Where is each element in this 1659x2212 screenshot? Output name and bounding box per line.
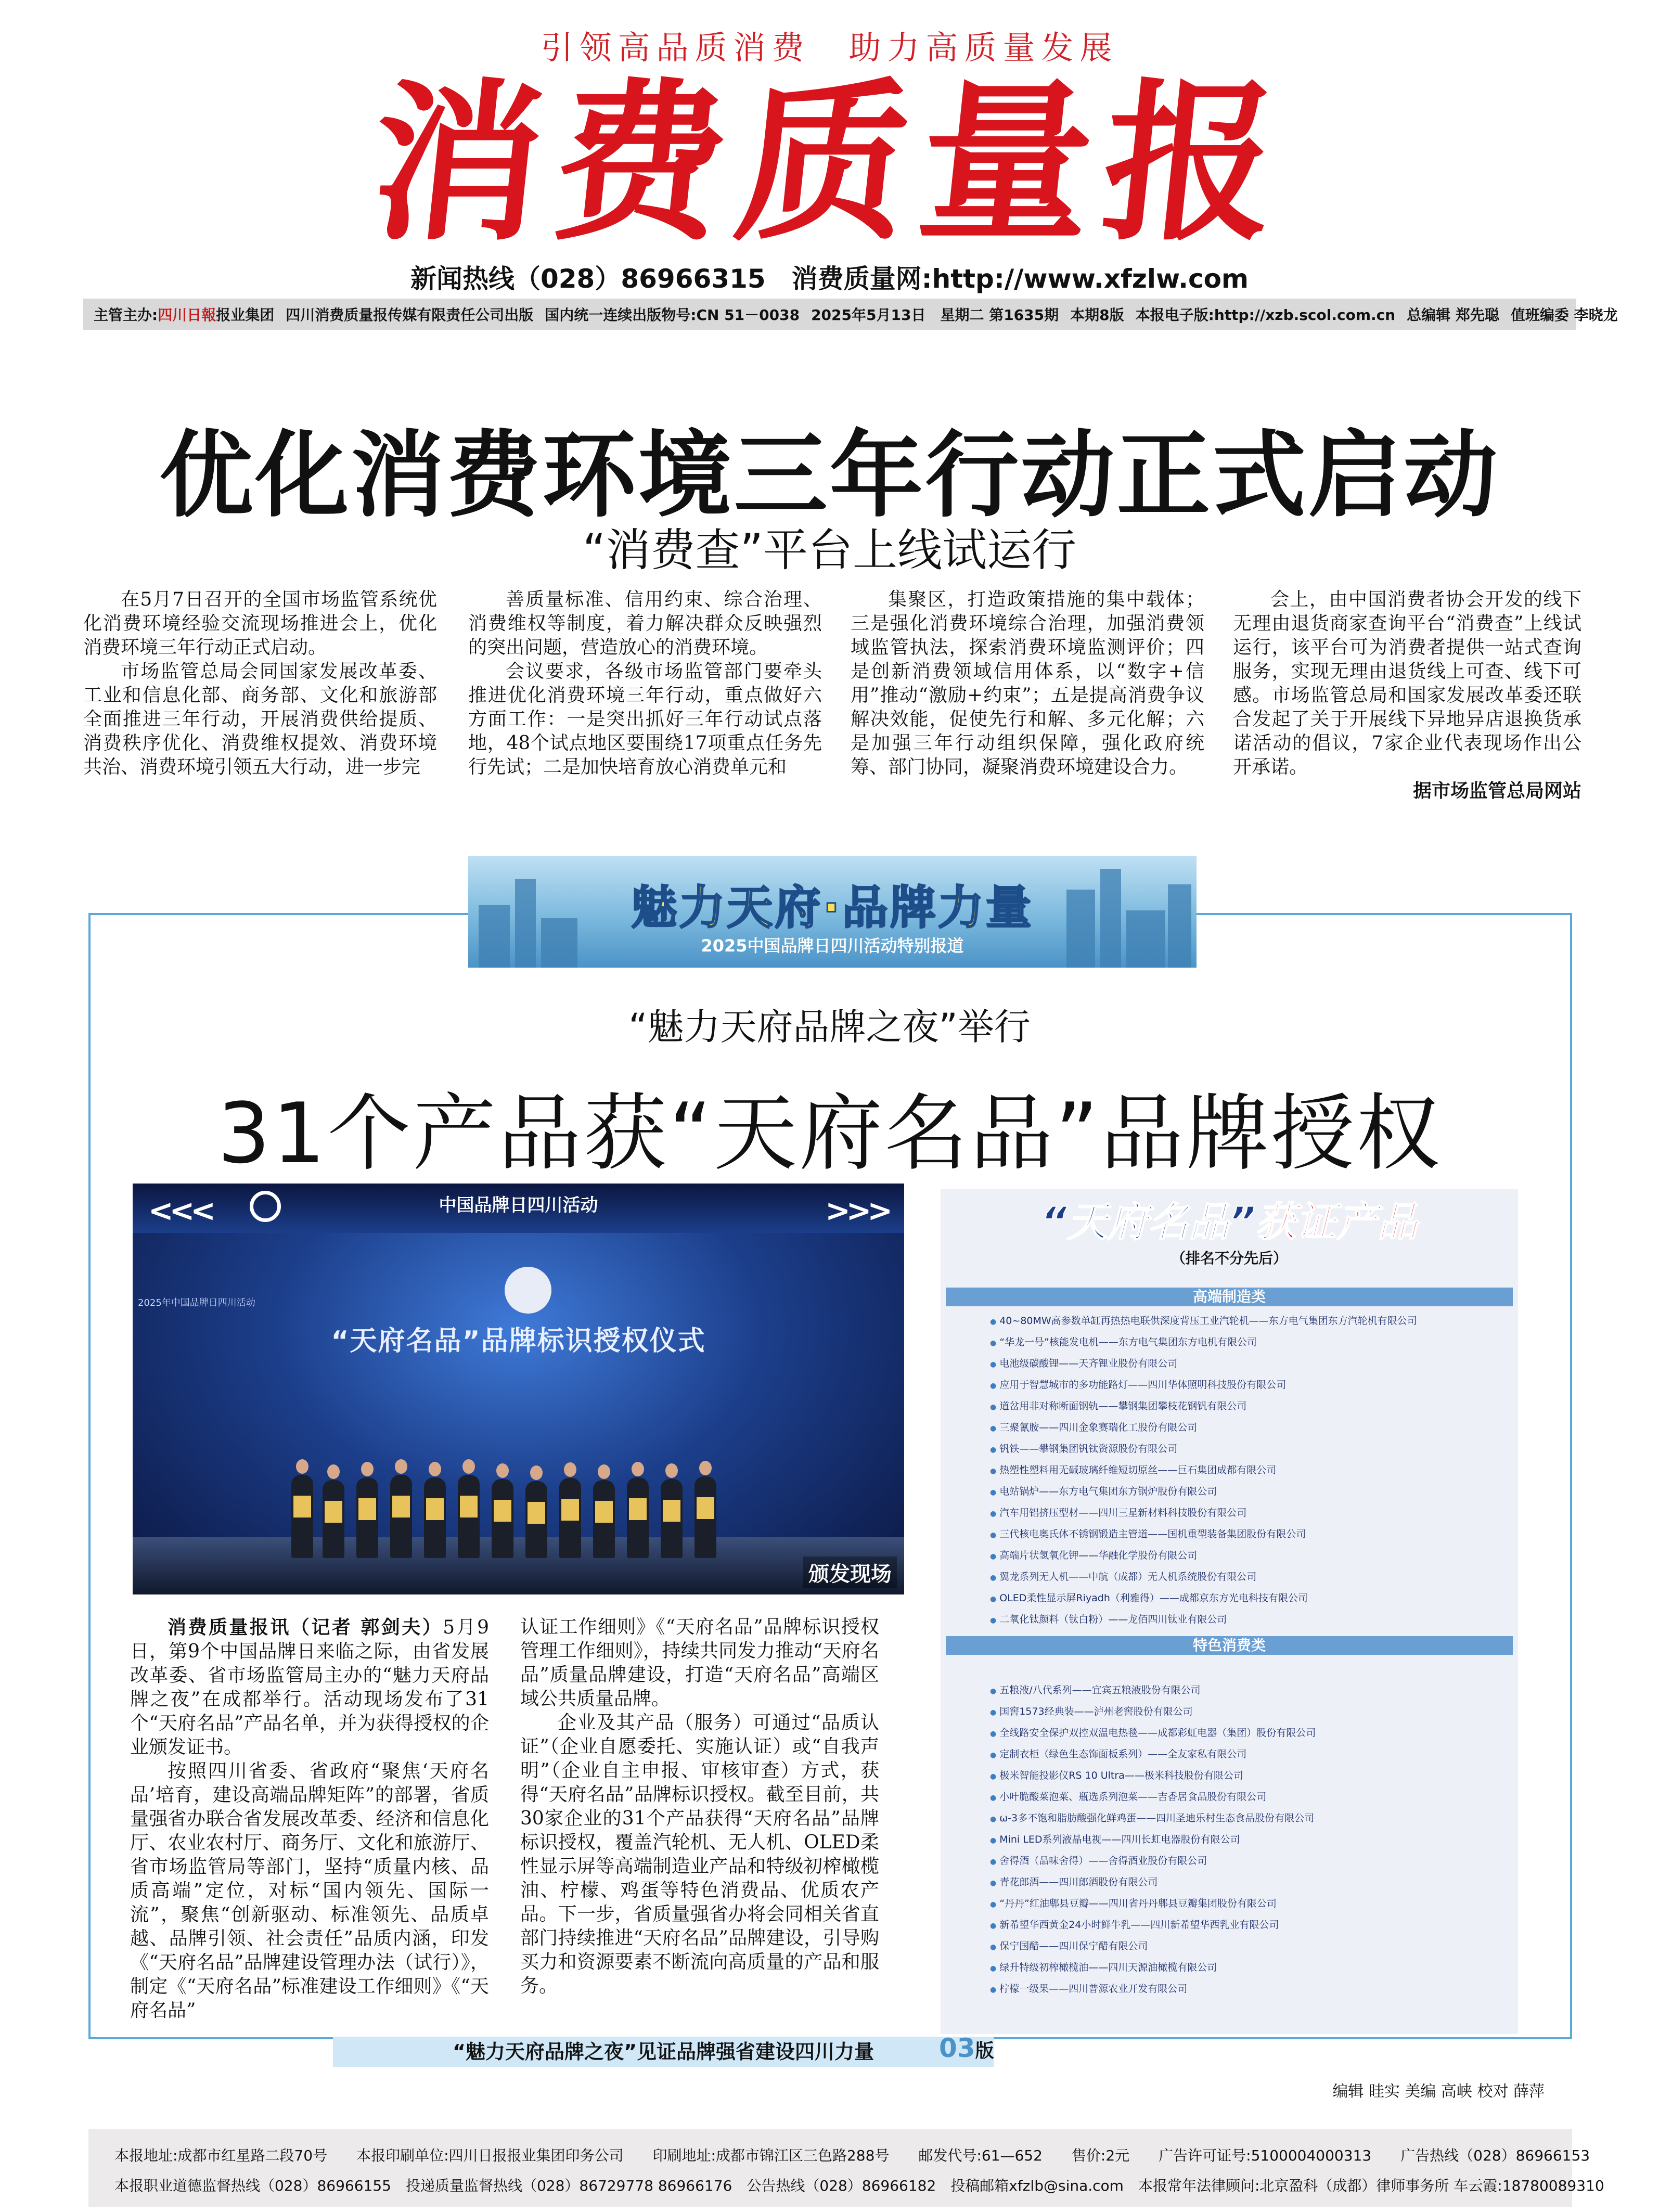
duty-editor: 值班编委 李晓龙 (1510, 306, 1618, 324)
banner-subtitle: 2025中国品牌日四川活动特别报道 (701, 936, 964, 956)
byline: 消费质量报讯（记者 郭剑夫） (168, 1616, 443, 1638)
issue-date: 2025年5月13日 星期二 第1635期 (811, 306, 1059, 324)
banner-title: 魅力天府·品牌力量 (631, 881, 1034, 934)
epaper-link[interactable]: 本报电子版:http://xzb.scol.com.cn (1135, 306, 1396, 324)
list-item: ● 钒铁——攀钢集团钒钛资源股份有限公司 (990, 1439, 1508, 1460)
list-item: ● 保宁国醋——四川保宁醋有限公司 (990, 1936, 1508, 1958)
hotline: 新闻热线（028）86966315 消费质量网:http://www.xfzlw.com (410, 264, 1249, 294)
arrows-right-icon: >>> (825, 1193, 889, 1228)
list-item: ● 翼龙系列无人机——中航（成都）无人机系统股份有限公司 (990, 1567, 1508, 1588)
feature-kicker: “魅力天府品牌之夜”举行 (628, 1006, 1031, 1048)
publisher: 四川消费质量报传媒有限责任公司出版 (286, 306, 534, 324)
list-item: ● 全线路安全保护双控双温电热毯——成都彩虹电器（集团）股份有限公司 (990, 1723, 1508, 1744)
list-item: ● 青花郎酒——四川郎酒股份有限公司 (990, 1872, 1508, 1894)
lead-column-2: 善质量标准、信用约束、综合治理、消费维权等制度，着力解决群众反映强烈的突出问题，营造放心的消费环境。 会议要求，各级市场监管部门要牵头推进优化消费环境三年行动，重点做好六方面工作：一是突出抓好三年行动试点落地，48个试点地区要围绕17项重点任务先行先试；二是加快培育放心消费单元和 (468, 589, 822, 778)
lead-column-4: 会上，由中国消费者协会开发的线下无理由退货商家查询平台“消费查”上线试运行，该平台可为消费者提供一站式查询服务，实现无理由退货线上可查、线下可感。市场监管总局和国家发展改革委还联合发起了关于开展线下异地异店退换货承诺活动的倡议，7家企业代表现场作出公开承诺。 据市场监管总局网站 (1233, 588, 1581, 803)
list-item: ● 电站锅炉——东方电气集团东方锅炉股份有限公司 (990, 1482, 1508, 1503)
imprint-line-2: 本报职业道德监督热线（028）86966155 投递质量监督热线（028）86729778 86966176 公告热线（028）86966182 投稿邮箱xfzlb@sina.com 本报常年法律顾问:北京盈科（成都）律师事务所 车云霞:18780089310 (114, 2177, 1604, 2194)
certified-note: （排名不分先后） (1171, 1250, 1288, 1267)
list-item: ● “丹丹”红油郫县豆瓣——四川省丹丹郫县豆瓣集团股份有限公司 (990, 1894, 1508, 1915)
lead-source: 据市场监管总局网站 (1412, 780, 1581, 802)
high-end-list (990, 1311, 1508, 1631)
info-bar (83, 299, 1618, 330)
list-item: ● 绿升特级初榨橄榄油——四川天源油橄榄有限公司 (990, 1958, 1508, 1979)
photo-caption: 颁发现场 (803, 1557, 897, 1588)
list-item: ● 三代核电奥氏体不锈钢锻造主管道——国机重型装备集团股份有限公司 (990, 1524, 1508, 1546)
list-item: ● 道岔用非对称断面钢轨——攀钢集团攀枝花钢钒有限公司 (990, 1396, 1508, 1418)
list-item: ● 小叶脆酸菜泡菜、瓶选系列泡菜——吉香居食品股份有限公司 (990, 1787, 1508, 1808)
list-item: ● 40~80MW高参数单缸再热热电联供深度背压工业汽轮机——东方电气集团东方汽轮机有限公司 (990, 1311, 1508, 1332)
list-item: ● 热塑性塑料用无碱玻璃纤维短切原丝——巨石集团成都有限公司 (990, 1460, 1508, 1482)
list-item: ● 定制衣柜（绿色生态饰面板系列）——全友家私有限公司 (990, 1744, 1508, 1766)
certified-products-panel (941, 1189, 1518, 2034)
page-count: 本期8版 (1070, 306, 1124, 324)
lead-column-1: 在5月7日召开的全国市场监管系统优化消费环境经验交流现场推进会上，优化消费环境三年行动正式启动。 市场监管总局会同国家发展改革委、工业和信息化部、商务部、文化和旅游部全面推进三年行动，开展消费供给提质、消费秩序优化、消费维权提效、消费环境共治、消费环境引领五大行动，进一步完 (83, 589, 437, 778)
sichuan-daily-logo: 四川日報 (158, 306, 216, 324)
seal-icon (505, 1267, 551, 1314)
imprint-footer (88, 2129, 1604, 2207)
list-item: ● ω-3多不饱和脂肪酸强化鲜鸡蛋——四川圣迪乐村生态食品股份有限公司 (990, 1808, 1508, 1830)
list-item: ● 国窖1573经典装——泸州老窖股份有限公司 (990, 1702, 1508, 1723)
list-item: ● 极米智能投影仪RS 10 Ultra——极米科技股份有限公司 (990, 1766, 1508, 1787)
list-item: ● 五粮液/八代系列——宜宾五粮液股份有限公司 (990, 1680, 1508, 1702)
masthead: 消费质量报 (361, 64, 1298, 264)
list-item: ● 高端片状氢氧化钾——华融化学股份有限公司 (990, 1546, 1508, 1567)
list-item: ● Mini LED系列液晶电视——四川长虹电器股份有限公司 (990, 1830, 1508, 1851)
feature-banner (468, 856, 1197, 968)
list-item: ● 新希望华西黄金24小时鲜牛乳——四川新希望华西乳业有限公司 (990, 1915, 1508, 1936)
lead-headline: 优化消费环境三年行动正式启动 (159, 421, 1500, 530)
lead-column-3: 集聚区，打造政策措施的集中载体；三是强化消费环境综合治理，加强消费领域监管执法，探索消费环境监测评价；四是创新消费领域信用体系，以“数字+信用”推动“激励+约束”；五是提高消费争议解决效能，促使先行和解、多元化解；六是加强三年行动组织保障，强化政府统筹、部门协同，凝聚消费环境建设合力。 (851, 589, 1204, 778)
certified-title: “天府名品”获证产品 (1040, 1199, 1418, 1246)
list-item: ● OLED柔性显示屏Riyadh（利雅得）——成都京东方光电科技有限公司 (990, 1588, 1508, 1610)
list-item: ● 二氧化钛颜料（钛白粉）——龙佰四川钛业有限公司 (990, 1610, 1508, 1631)
consumer-list (990, 1680, 1508, 2000)
editors-credit: 编辑 眭实 美编 高峡 校对 薛萍 (1332, 2082, 1545, 2101)
category-consumer: 特色消费类 (946, 1636, 1513, 1655)
feature-column-1: 消费质量报讯（记者 郭剑夫）5月9日，第9个中国品牌日来临之际，由省发展改革委、省市场监管局主办的“魅力天府品牌之夜”在成都举行。活动现场发布了31个“天府名品”产品名单，并为获得授权的企业颁发证书。 按照四川省委、省政府“聚焦‘天府名品’培育，建设高端品牌矩阵”的部署，省质量强省办联合省发展改革委、经济和信息化厅、农业农村厅、商务厅、文化和旅游厅、省市场监管局等部门，坚持“质量内核、品质高端”定位，对标“国内领先、国际一流”，聚焦“创新驱动、标准领先、品质卓越、品牌引领、社会责任”品质内涵，印发《“天府名品”品牌建设管理办法（试行）》，制定《“天府名品”标准建设工作细则》《“天府名品” (130, 1616, 489, 2021)
sponsor: 主管主办:四川日報报业集团 (94, 306, 275, 324)
list-item: ● “华龙一号”核能发电机——东方电气集团东方电机有限公司 (990, 1332, 1508, 1354)
list-item: ● 应用于智慧城市的多功能路灯——四川华体照明科技股份有限公司 (990, 1375, 1508, 1396)
imprint-line-1: 本报地址:成都市红星路二段70号 本报印刷单位:四川日报报业集团印务公司 印刷地址:成都市锦江区三色路288号 邮发代号:61—652 售价:2元 广告许可证号:5100004000313 广告热线（028）86966153 (114, 2147, 1590, 2164)
list-item: ● 汽车用铝挤压型材——四川三星新材料科技股份有限公司 (990, 1503, 1508, 1524)
category-high-end: 高端制造类 (946, 1288, 1513, 1306)
feature-headline: 31个产品获“天府名品”品牌授权 (217, 1085, 1442, 1182)
cn-number: 国内统一连续出版物号:CN 51－0038 (545, 306, 800, 324)
slogan: 引领高品质消费 助力高质量发展 (541, 29, 1118, 67)
related-article-strip[interactable]: “魅力天府品牌之夜”见证品牌强省建设四川力量 (333, 2037, 994, 2067)
list-item: ● 三聚氰胺——四川金象赛瑞化工股份有限公司 (990, 1418, 1508, 1439)
ceremony-photo (133, 1184, 904, 1594)
list-item: ● 电池级碳酸锂——天齐锂业股份有限公司 (990, 1354, 1508, 1375)
list-item: ● 舍得酒（品味舍得）——舍得酒业股份有限公司 (990, 1851, 1508, 1872)
photo-screen-text: “天府名品”品牌标识授权仪式 (331, 1326, 706, 1357)
feature-column-2: 认证工作细则》《“天府名品”品牌标识授权管理工作细则》，持续共同发力推动“天府名品”质量品牌建设，打造“天府名品”高端区域公共质量品牌。 企业及其产品（服务）可通过“品质认证”（企业自愿委托、实施认证）或“自我声明”（企业自主申报、审核审查）方式，获得“天府名品”品牌标识授权。截至目前，共30家企业的31个产品获得“天府名品”品牌标识授权，覆盖汽轮机、无人机、OLED柔性显示屏等高端制造业产品和特级初榨橄榄油、柠檬、鸡蛋等特色消费品、优质农产品。下一步，省质量强省办将会同相关省直部门持续推进“天府名品”品牌建设，引导购买力和资源要素不断流向高质量的产品和服务。 (520, 1616, 879, 1997)
photo-top-text: 中国品牌日四川活动 (439, 1195, 598, 1216)
photo-small-text: 2025年中国品牌日四川活动 (138, 1297, 255, 1308)
list-item: ● 柠檬一级果——四川普源农业开发有限公司 (990, 1979, 1508, 2000)
page-reference[interactable]: 03版 (939, 2033, 994, 2063)
lead-subhead: “消费查”平台上线试运行 (582, 524, 1077, 576)
arrows-left-icon: <<< (148, 1193, 212, 1228)
chief-editor: 总编辑 郑先聪 (1407, 306, 1499, 324)
